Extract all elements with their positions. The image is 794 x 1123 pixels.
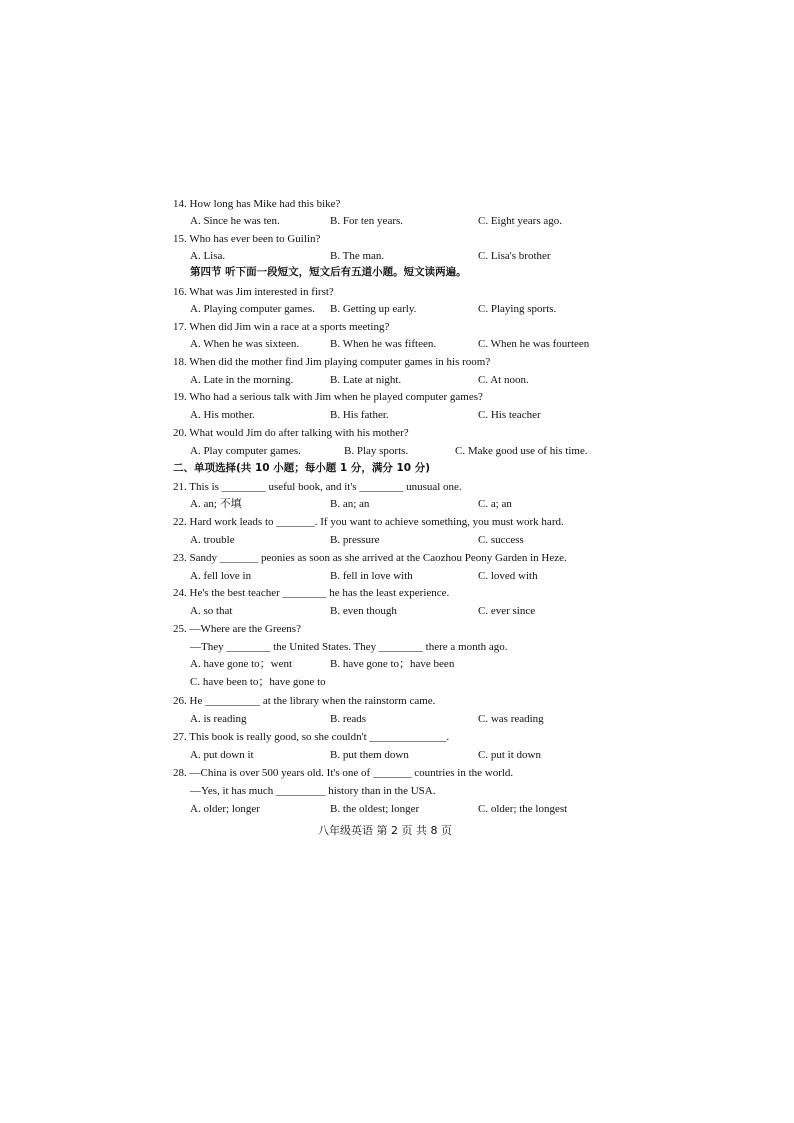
question-15: 15. Who has ever been to Guilin?: [173, 233, 321, 245]
options-17: [190, 337, 610, 351]
options-26: [190, 712, 610, 726]
option-b: B. His father.: [330, 409, 389, 421]
option-a: A. Since he was ten.: [190, 215, 280, 227]
page-number: 八年级英语 第 2 页 共 8 页: [318, 824, 452, 837]
option-c: C. When he was fourteen: [478, 338, 590, 350]
question-21: 21. This is ________ useful book, and it's ________ unusual one.: [173, 481, 462, 493]
options-19: [190, 408, 610, 422]
option-b: B. When he was fifteen.: [330, 338, 437, 350]
question-23: 23. Sandy _______ peonies as soon as she arrived at the Caozhou Peony Garden in Heze.: [173, 552, 567, 564]
question-25-dialogue: —They ________ the United States. They ________ there a month ago.: [190, 641, 508, 653]
option-c: C. loved with: [478, 570, 538, 582]
option-a: A. is reading: [190, 713, 247, 725]
option-c: C. His teacher: [478, 409, 541, 421]
option-a: A. put down it: [190, 749, 254, 761]
question-24: 24. He's the best teacher ________ he has the least experience.: [173, 587, 450, 599]
option-a: A. trouble: [190, 534, 235, 546]
option-c: C. older; the longest: [478, 803, 568, 815]
question-19: 19. Who had a serious talk with Jim when he played computer games?: [173, 391, 483, 403]
option-c: C. was reading: [478, 713, 544, 725]
options-16: [190, 302, 610, 316]
options-24: [190, 604, 610, 618]
options-14: [190, 214, 610, 228]
options-25: [190, 657, 610, 671]
option-c: C. ever since: [478, 605, 536, 617]
options-21: [190, 497, 610, 511]
question-14: 14. How long has Mike had this bike?: [173, 198, 341, 210]
option-a: A. fell love in: [190, 570, 252, 582]
options-18: [190, 373, 610, 387]
option-b: B. put them down: [330, 749, 409, 761]
option-c: C. a; an: [478, 498, 512, 510]
options-22: [190, 533, 610, 547]
option-a: A. have gone to；went: [190, 658, 293, 670]
question-28: 28. —China is over 500 years old. It's one of _______ countries in the world.: [173, 767, 514, 779]
option-b: B. have gone to；have been: [330, 658, 455, 670]
options-27: [190, 748, 610, 762]
option-c: C. Make good use of his time.: [455, 445, 588, 457]
option-b: B. pressure: [330, 534, 380, 546]
option-b: B. even though: [330, 605, 397, 617]
option-b: B. the oldest; longer: [330, 803, 420, 815]
option-a: A. When he was sixteen.: [190, 338, 300, 350]
question-16: 16. What was Jim interested in first?: [173, 286, 334, 298]
option-c: C. Eight years ago.: [478, 215, 563, 227]
option-c: C. At noon.: [478, 374, 529, 386]
option-a: A. Lisa.: [190, 250, 226, 262]
options-15: [190, 249, 610, 263]
option-b: B. Late at night.: [330, 374, 402, 386]
section-heading-2: 二、单项选择(共 10 小题；每小题 1 分，满分 10 分): [173, 462, 431, 474]
option-b: B. Getting up early.: [330, 303, 417, 315]
option-c: C. success: [478, 534, 524, 546]
option-b: B. reads: [330, 713, 367, 725]
option-b: B. an; an: [330, 498, 370, 510]
option-b: B. For ten years.: [330, 215, 404, 227]
page-footer: [0, 822, 794, 838]
option-c: C. Playing sports.: [478, 303, 557, 315]
options-23: [190, 569, 610, 583]
question-25: 25. —Where are the Greens?: [173, 623, 301, 635]
option-a: A. Play computer games.: [190, 445, 301, 457]
option-c: C. put it down: [478, 749, 541, 761]
section-heading-4: 第四节 听下面一段短文，短文后有五道小题。短文读两遍。: [190, 266, 467, 278]
option-a: A. His mother.: [190, 409, 255, 421]
option-c: C. Lisa's brother: [478, 250, 551, 262]
question-28-dialogue: —Yes, it has much _________ history than in the USA.: [190, 785, 436, 797]
options-28: [190, 802, 610, 816]
option-b: B. Play sports.: [344, 445, 409, 457]
option-b: B. fell in love with: [330, 570, 413, 582]
option-a: A. Late in the morning.: [190, 374, 294, 386]
question-27: 27. This book is really good, so she couldn't ______________.: [173, 731, 450, 743]
question-18: 18. When did the mother find Jim playing computer games in his room?: [173, 356, 491, 368]
option-a: A. Playing computer games.: [190, 303, 315, 315]
question-26: 26. He __________ at the library when the rainstorm came.: [173, 695, 436, 707]
options-20: [190, 444, 610, 458]
question-17: 17. When did Jim win a race at a sports meeting?: [173, 321, 390, 333]
option-a: A. an; 不填: [190, 498, 242, 510]
question-20: 20. What would Jim do after talking with his mother?: [173, 427, 409, 439]
option-b: B. The man.: [330, 250, 385, 262]
option-c: C. have been to；have gone to: [190, 676, 326, 688]
option-a: A. so that: [190, 605, 233, 617]
question-22: 22. Hard work leads to _______. If you want to achieve something, you must work hard.: [173, 516, 564, 528]
option-a: A. older; longer: [190, 803, 260, 815]
